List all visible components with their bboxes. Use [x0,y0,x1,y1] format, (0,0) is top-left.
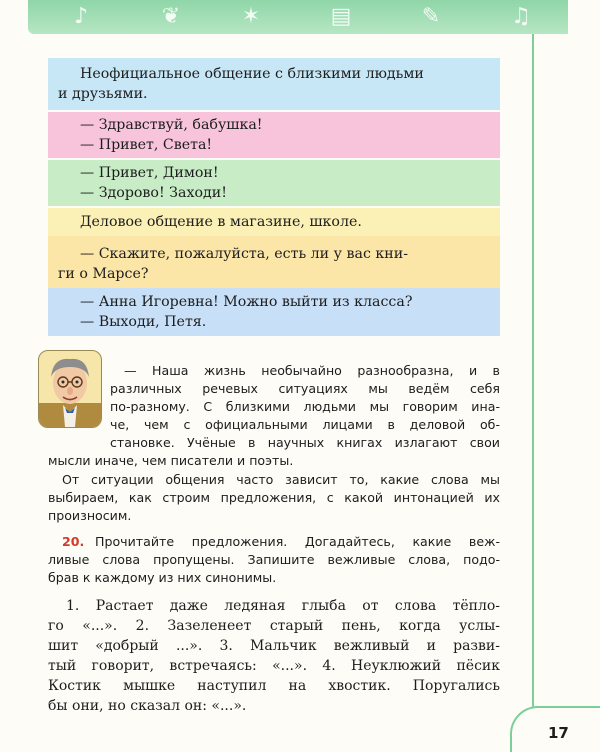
dialog-line: — Здорово! Заходи! [80,185,227,201]
top-decorative-band [28,0,568,34]
explanation-line: От ситуации общения часто зависит то, какие слова мы [62,472,500,487]
heading-informal-line1: Неофициальное общение с близкими людьми [80,66,424,82]
pen-icon: ✎ [421,4,441,29]
dialog-box-grandma [48,112,500,158]
exercise-instruction: брав к каждому из них синонимы. [48,570,277,585]
sentence-line: 1. Растает даже ледяная глыба от слова тёпло- [66,598,500,614]
heading-informal-line2: и друзьями. [58,86,148,102]
dialog-line: — Здравствуй, бабушка! [80,117,263,133]
sentence-line: бы они, но сказал он: «...». [48,698,247,714]
explanation-line: мысли иначе, чем писатели и поэты. [48,453,294,468]
dialog-line: ги о Марсе? [58,266,149,282]
dialog-box-shop [48,236,500,290]
star-icon: ✶ [241,4,261,29]
dialog-box-friends [48,160,500,206]
dialog-box-business-heading [48,208,500,236]
dialog-box-informal-heading [48,58,500,110]
explanation-line: выбираем, как строим предложения, с какой интонацией их [48,490,500,505]
sentence-line: тый говорит, встречаясь: «...». 4. Неуклюжий пёсик [48,658,500,674]
sentence-line: Костик мышке наступил на хвостик. Поругались [48,678,500,694]
explanation-line: — Наша жизнь необычайно разнообразна, и в [124,363,500,378]
dialog-line: — Анна Игоревна! Можно выйти из класса? [80,294,413,310]
explanation-line: произносим. [48,508,132,523]
page-margin-line [532,34,534,724]
exercise-number: 20. [62,534,85,549]
book-icon: ▤ [330,4,352,29]
sentence-line: го «...». 2. Зазеленеет старый пень, когда услы- [48,618,500,634]
explanation-line: по-разному. С близкими людьми мы говорим ина- [110,399,500,414]
sentence-line: шит «добрый ...». 3. Мальчик вежливый и разви- [48,638,500,654]
dialog-box-school [48,288,500,336]
bell-icon-right: ♫ [511,4,531,29]
dialog-line: — Выходи, Петя. [80,314,207,330]
leaf-icon: ❦ [161,4,181,29]
teacher-face-icon [39,351,101,427]
exercise-instruction: Прочитайте предложения. Догадайтесь, какие веж- [95,534,500,549]
page-number: 17 [548,724,569,742]
teacher-avatar [38,350,102,428]
heading-business: Деловое общение в магазине, школе. [80,214,362,230]
dialog-line: — Привет, Димон! [80,165,219,181]
exercise-line-1 [62,533,500,551]
dialog-line: — Скажите, пожалуйста, есть ли у вас кни- [80,246,408,262]
explanation-line: становке. Учёные в научных книгах излагают свои [110,435,500,450]
exercise-instruction: ливые слова пропущены. Запишите вежливые слова, подо- [48,552,500,567]
explanation-line: различных речевых ситуациях мы ведём себя [110,381,500,396]
bell-icon: ♪ [73,4,89,29]
dialog-line: — Привет, Света! [80,137,213,153]
explanation-line: че, чем с официальными лицами в деловой об- [110,417,500,432]
